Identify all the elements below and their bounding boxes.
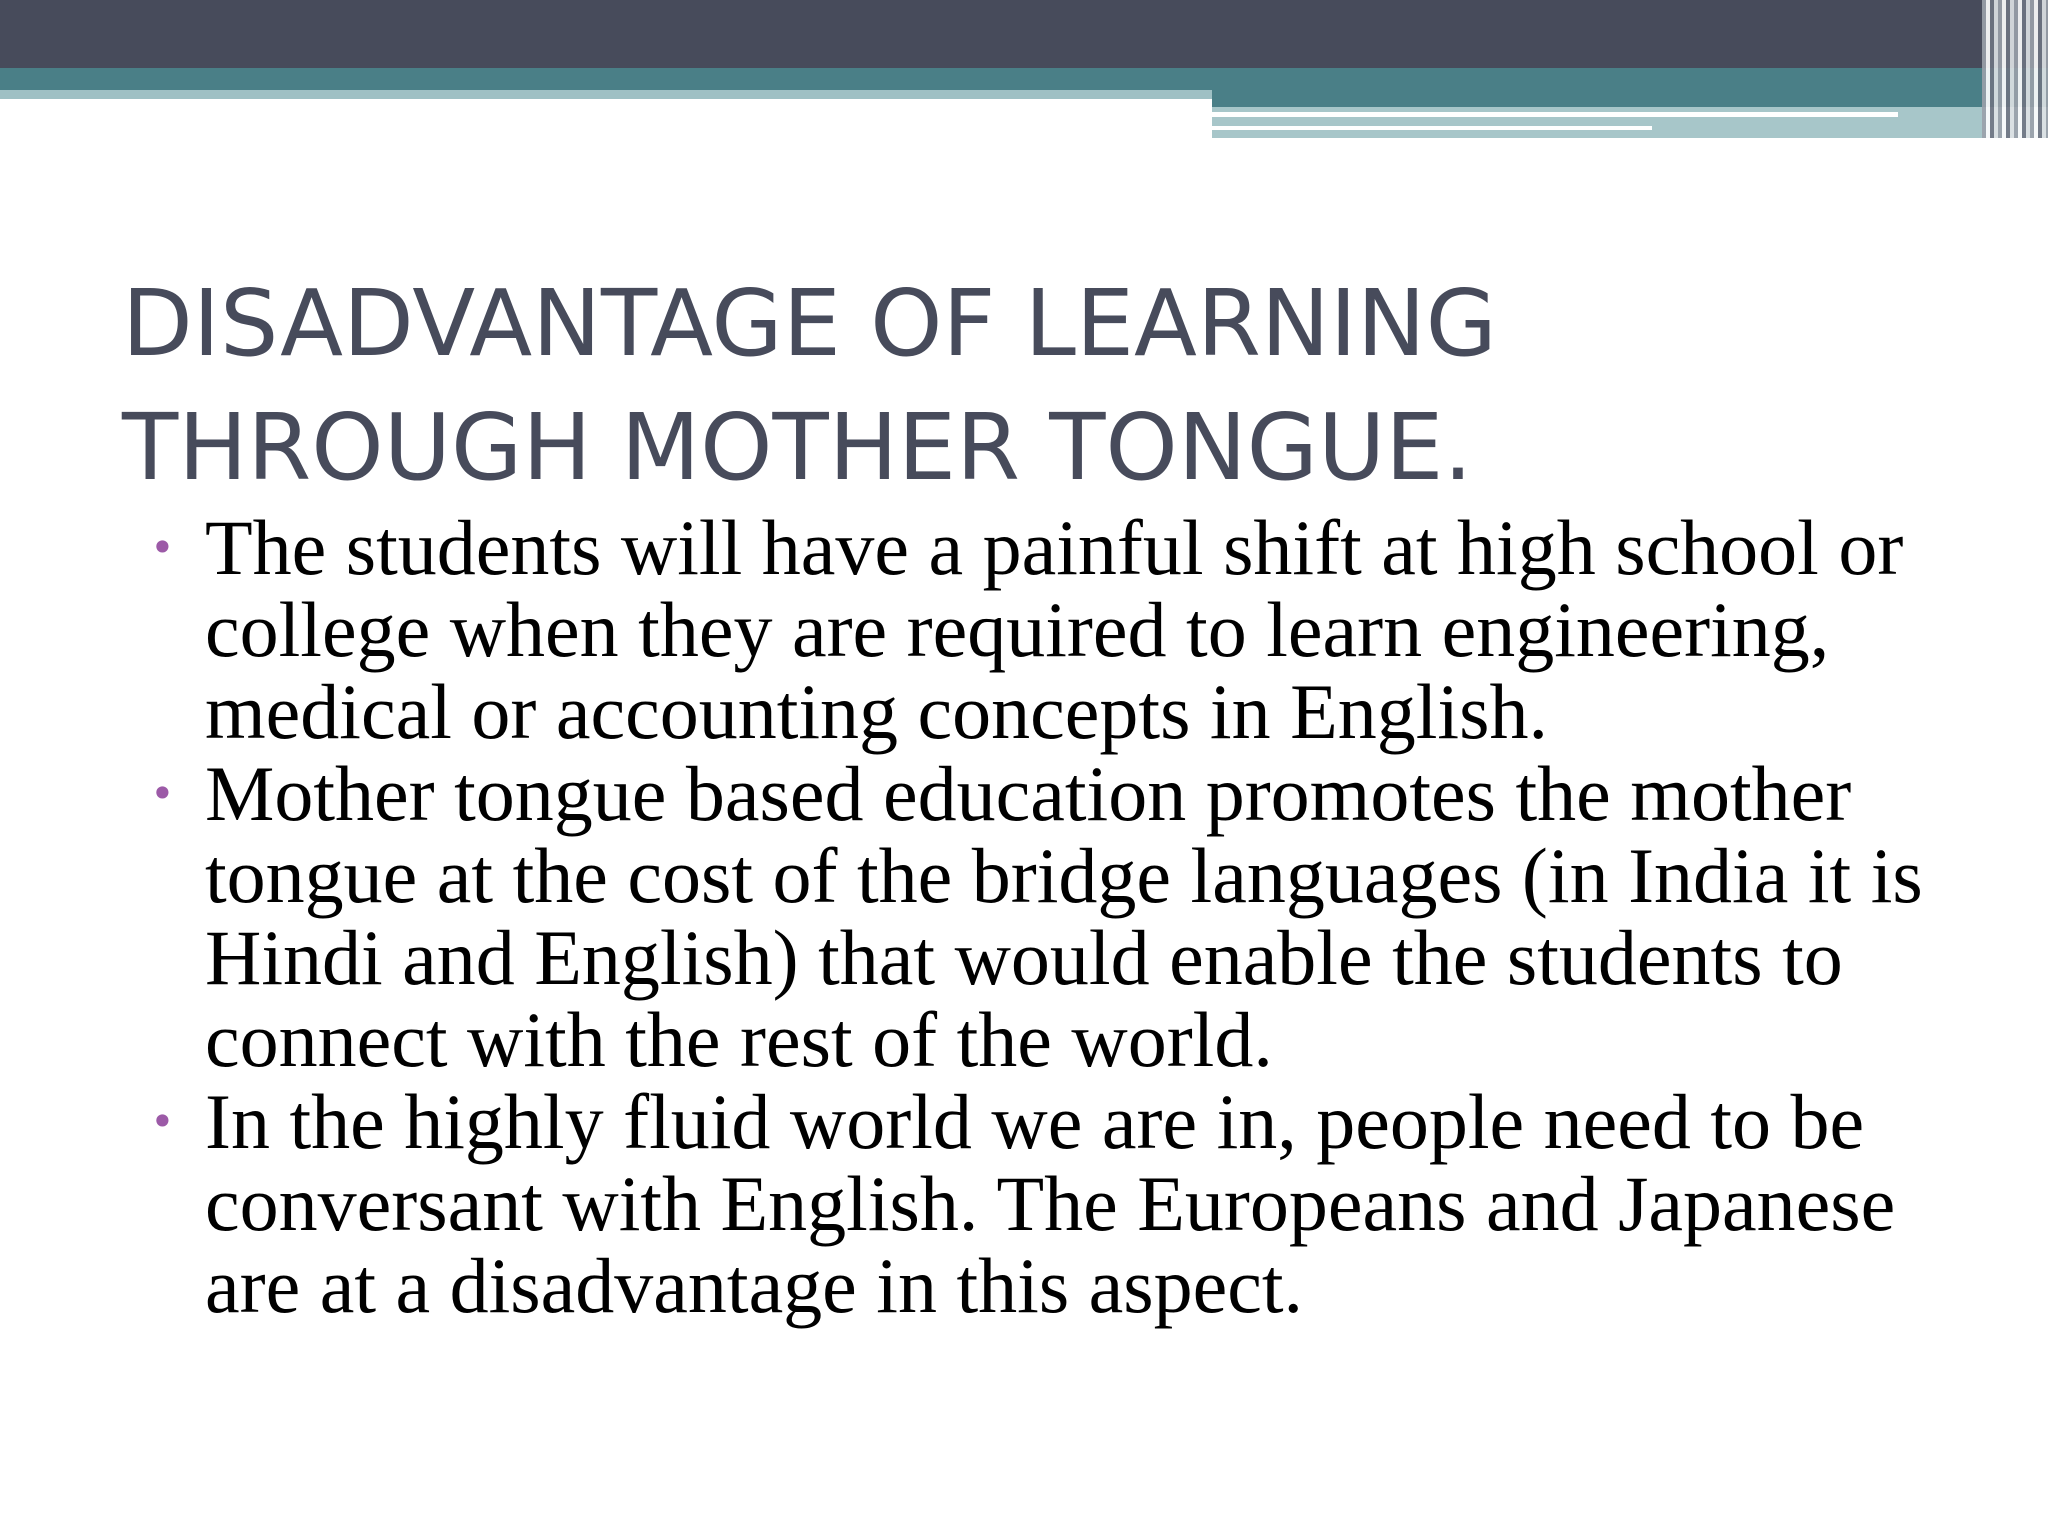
slide-title: DISADVANTAGE OF LEARNING THROUGH MOTHER TONGUE. xyxy=(122,270,1497,501)
bullet-item xyxy=(148,504,1948,755)
bullet-text: Mother tongue based education promotes the mother tongue at the cost of the bridge languages (in India it is Hindi and English) that would enable the students to connect with the rest of the world. xyxy=(205,750,1923,1083)
header-band-teal xyxy=(0,68,2048,90)
header-band-line xyxy=(1212,112,1898,117)
bullet-list xyxy=(148,504,1948,1329)
bullet-marker-icon: • xyxy=(150,1097,175,1146)
header-stripes-decoration xyxy=(1982,0,2048,138)
bullet-text: The students will have a painful shift at high school or college when they are required to learn engineering, medical or accounting concepts in English. xyxy=(205,504,1904,755)
bullet-item xyxy=(148,1078,1948,1329)
bullet-text: In the highly fluid world we are in, people need to be conversant with English. The Europeans and Japanese are at a disadvantage in this aspect. xyxy=(205,1078,1896,1329)
bullet-marker-icon: • xyxy=(150,523,175,572)
header-band-light-left xyxy=(0,90,1212,99)
header-band-line-short xyxy=(1212,126,1652,130)
bullet-marker-icon: • xyxy=(150,769,175,818)
header-band-teal-right xyxy=(1212,90,2048,107)
bullet-item xyxy=(148,750,1948,1083)
header-band-dark xyxy=(0,0,2048,68)
